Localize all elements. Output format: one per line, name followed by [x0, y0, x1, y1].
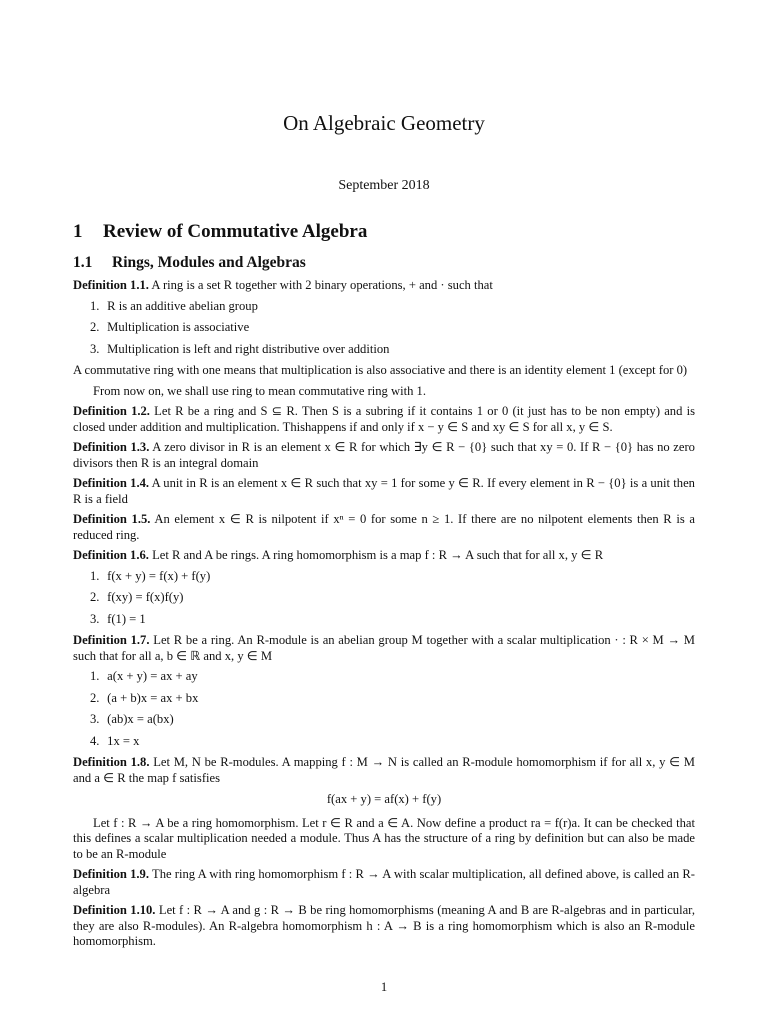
- definition-text: Let f : R → A and g : R → B be ring homomorphisms (meaning A and B are R-algebras and in particular, they are also R-modules). An R-algebra homomorphism h : A → B is a ring homomorphism which is also an R-module homomorphism.: [73, 903, 696, 948]
- definition-text: A zero divisor in R is an element x ∈ R for which ∃y ∈ R − {0} such that xy = 0. If R − {0} has no zero divisors then R is an integral domain: [73, 440, 695, 470]
- document-date: September 2018: [338, 178, 430, 193]
- document-body: [73, 278, 695, 955]
- definition: [73, 404, 695, 435]
- list-item-text: Multiplication is left and right distributive over addition: [107, 341, 390, 356]
- list-item-number: 1.: [90, 298, 100, 313]
- definition-text: Let R be a ring. An R-module is an abelian group M together with a scalar multiplication · : R × M → M such that for all a, b ∈ ℝ and x, y ∈ M: [73, 633, 695, 663]
- definition: [73, 278, 695, 294]
- definition-label: Definition 1.6.: [73, 548, 149, 562]
- list-item-number: 3.: [90, 712, 100, 726]
- definition: [73, 548, 695, 564]
- definition: [73, 512, 695, 543]
- list-item: [73, 569, 695, 585]
- definition: [73, 476, 695, 507]
- list-item: [73, 669, 695, 685]
- definition: [73, 633, 695, 664]
- list-item: [73, 342, 695, 358]
- subsection-title: Rings, Modules and Algebras: [112, 254, 306, 271]
- subsection-number: 1.1: [73, 254, 93, 271]
- list-item-number: 3.: [90, 341, 100, 356]
- definition-text: The ring A with ring homomorphism f : R → A with scalar multiplication, all defined above, is called an R-algebra: [73, 867, 695, 897]
- list-item-text: Multiplication is associative: [107, 320, 250, 334]
- section-title: Review of Commutative Algebra: [103, 221, 368, 242]
- list-item-text: a(x + y) = ax + ay: [107, 669, 198, 683]
- definition-label: Definition 1.1.: [73, 278, 149, 292]
- definition-text: Let R be a ring and S ⊆ R. Then S is a subring if it contains 1 or 0 (it just has to be non empty) and is closed under addition and multiplication. Thishappens if and only if x − y ∈ S and xy ∈ S for all x, y ∈ S.: [73, 404, 696, 434]
- definition-label: Definition 1.8.: [73, 755, 150, 769]
- subsection-heading: [73, 254, 306, 272]
- list-item-number: 4.: [90, 733, 100, 748]
- definition-label: Definition 1.5.: [73, 512, 151, 526]
- list-item-text: f(x + y) = f(x) + f(y): [107, 568, 211, 583]
- list-item: [73, 299, 695, 315]
- list-item-number: 1.: [90, 669, 100, 683]
- list-item-number: 2.: [90, 690, 100, 705]
- definition-text: Let M, N be R-modules. A mapping f : M → N is called an R-module homomorphism if for all x, y ∈ M and a ∈ R the map f satisfies: [73, 755, 695, 785]
- section-number: 1: [73, 221, 83, 242]
- list-item-number: 1.: [90, 568, 100, 583]
- list-item-text: f(1) = 1: [107, 611, 146, 626]
- definition-text: A unit in R is an element x ∈ R such that xy = 1 for some y ∈ R. If every element in R − {0} is a unit then R is a field: [73, 476, 695, 506]
- page-number: 1: [380, 980, 388, 994]
- list-item: [73, 691, 695, 707]
- definition: [73, 755, 695, 786]
- list-item-number: 2.: [90, 320, 100, 334]
- list-item-text: (ab)x = a(bx): [107, 712, 174, 726]
- definition-label: Definition 1.3.: [73, 440, 150, 454]
- display-equation: f(ax + y) = af(x) + f(y): [326, 792, 442, 806]
- definition-text: Let R and A be rings. A ring homomorphism is a map f : R → A such that for all x, y ∈ R: [152, 548, 604, 562]
- list-item-number: 2.: [90, 590, 100, 604]
- list-item-text: 1x = x: [107, 733, 140, 748]
- document-title: On Algebraic Geometry: [283, 111, 485, 135]
- list-item: [73, 712, 695, 728]
- definition-label: Definition 1.2.: [73, 404, 150, 418]
- paragraph: Let f : R → A be a ring homomorphism. Let r ∈ R and a ∈ A. Now define a product ra = f(r)a. It can be checked that this defines a scalar multiplication needed a module. Thus A has the structure of a ring by definition but can also be made to be an R-module: [73, 815, 695, 861]
- definition-label: Definition 1.7.: [73, 633, 150, 647]
- list-item: [73, 734, 695, 750]
- list-item: [73, 612, 695, 628]
- list-item: [73, 590, 695, 606]
- definition-label: Definition 1.10.: [73, 903, 156, 917]
- definition: [73, 867, 695, 898]
- list-item-text: f(xy) = f(x)f(y): [107, 590, 184, 604]
- list-item: [73, 320, 695, 336]
- definition-text: An element x ∈ R is nilpotent if xⁿ = 0 for some n ≥ 1. If there are no nilpotent elements then R is a reduced ring.: [73, 512, 695, 542]
- paragraph: From now on, we shall use ring to mean commutative ring with 1.: [93, 383, 426, 398]
- definition-label: Definition 1.4.: [73, 476, 150, 490]
- paragraph: A commutative ring with one means that multiplication is also associative and there is an identity element 1 (except for 0): [73, 363, 688, 377]
- section-heading: [73, 221, 367, 243]
- definition-text: A ring is a set R together with 2 binary operations, + and · such that: [151, 278, 493, 292]
- definition: [73, 440, 695, 471]
- list-item-text: R is an additive abelian group: [107, 298, 258, 313]
- list-item-number: 3.: [90, 611, 100, 626]
- definition-label: Definition 1.9.: [73, 867, 149, 881]
- list-item-text: (a + b)x = ax + bx: [107, 690, 199, 705]
- definition: [73, 903, 695, 950]
